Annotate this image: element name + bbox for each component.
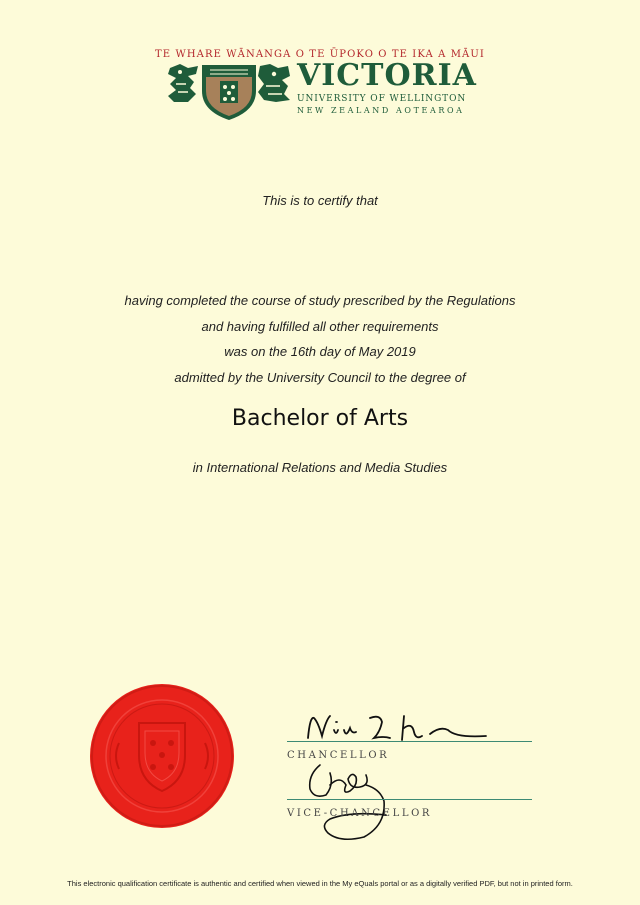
vice-chancellor-signature-line bbox=[287, 799, 532, 800]
vice-chancellor-label: VICE-CHANCELLOR bbox=[287, 808, 432, 819]
university-seal-icon bbox=[89, 683, 235, 829]
chancellor-label: CHANCELLOR bbox=[287, 750, 390, 761]
taniwha-crest-right-icon bbox=[256, 62, 292, 104]
university-shield-icon bbox=[200, 63, 258, 121]
certificate-line-2: and having fulfilled all other requirements bbox=[201, 319, 439, 334]
degree-major: in International Relations and Media Studies bbox=[192, 460, 448, 475]
certify-intro: This is to certify that bbox=[262, 193, 378, 208]
footer-note: This electronic qualification certificate is authentic and certified when viewed in the My eQuals portal or as a digitally verified PDF, but not in printed form. bbox=[67, 879, 573, 888]
taniwha-crest-left-icon bbox=[166, 62, 200, 104]
degree-title: Bachelor of Arts bbox=[231, 406, 409, 431]
chancellor-signature-line bbox=[287, 741, 532, 742]
chancellor-signature-icon bbox=[300, 708, 490, 744]
university-location: NEW ZEALAND AOTEAROA bbox=[297, 106, 465, 115]
university-subtitle: UNIVERSITY OF WELLINGTON bbox=[297, 94, 467, 104]
vice-chancellor-signature-icon bbox=[300, 755, 410, 845]
university-name: VICTORIA bbox=[297, 58, 477, 93]
certificate-line-3: was on the 16th day of May 2019 bbox=[224, 344, 416, 359]
certificate-line-1: having completed the course of study prescribed by the Regulations bbox=[124, 293, 516, 308]
certificate-line-4: admitted by the University Council to the degree of bbox=[174, 370, 466, 385]
maori-university-name: TE WHARE WĀNANGA O TE ŪPOKO O TE IKA A MĀUI bbox=[155, 49, 485, 60]
